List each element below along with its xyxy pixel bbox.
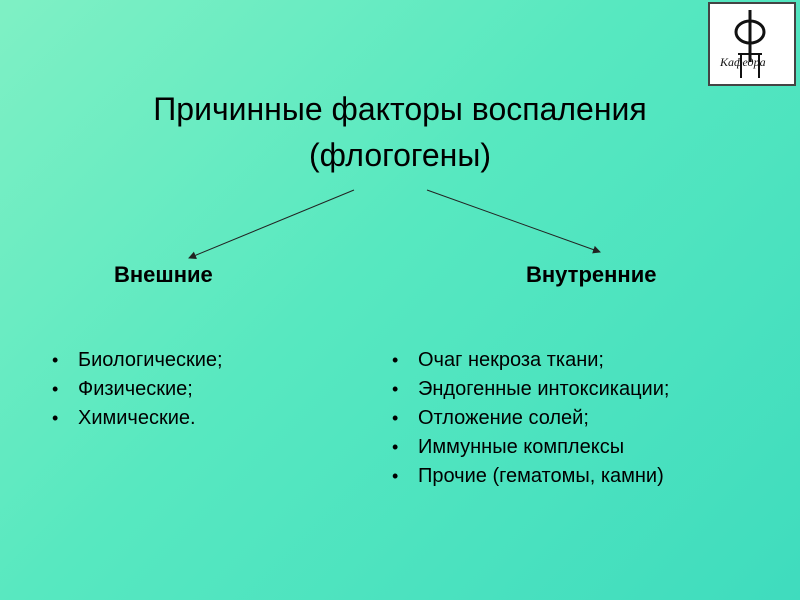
list-item: • Физические; <box>52 375 223 404</box>
list-item: • Эндогенные интоксикации; <box>392 375 669 404</box>
internal-heading: Внутренние <box>526 262 657 287</box>
external-heading: Внешние <box>114 262 213 287</box>
list-item: • Прочие (гематомы, камни) <box>392 462 669 491</box>
title-line-2: (флогогены) <box>309 137 491 173</box>
arrow-to-internal <box>427 190 600 252</box>
list-item: • Отложение солей; <box>392 404 669 433</box>
logo-text: Кафедра <box>720 55 766 69</box>
title-line-1: Причинные факторы воспаления <box>153 91 647 127</box>
internal-factors-list <box>392 346 669 491</box>
list-item: • Иммунные комплексы <box>392 433 669 462</box>
list-item: • Химические. <box>52 404 223 433</box>
list-item: • Биологические; <box>52 346 223 375</box>
list-item: • Очаг некроза ткани; <box>392 346 669 375</box>
external-factors-list <box>52 346 223 433</box>
arrow-to-external <box>189 190 354 258</box>
